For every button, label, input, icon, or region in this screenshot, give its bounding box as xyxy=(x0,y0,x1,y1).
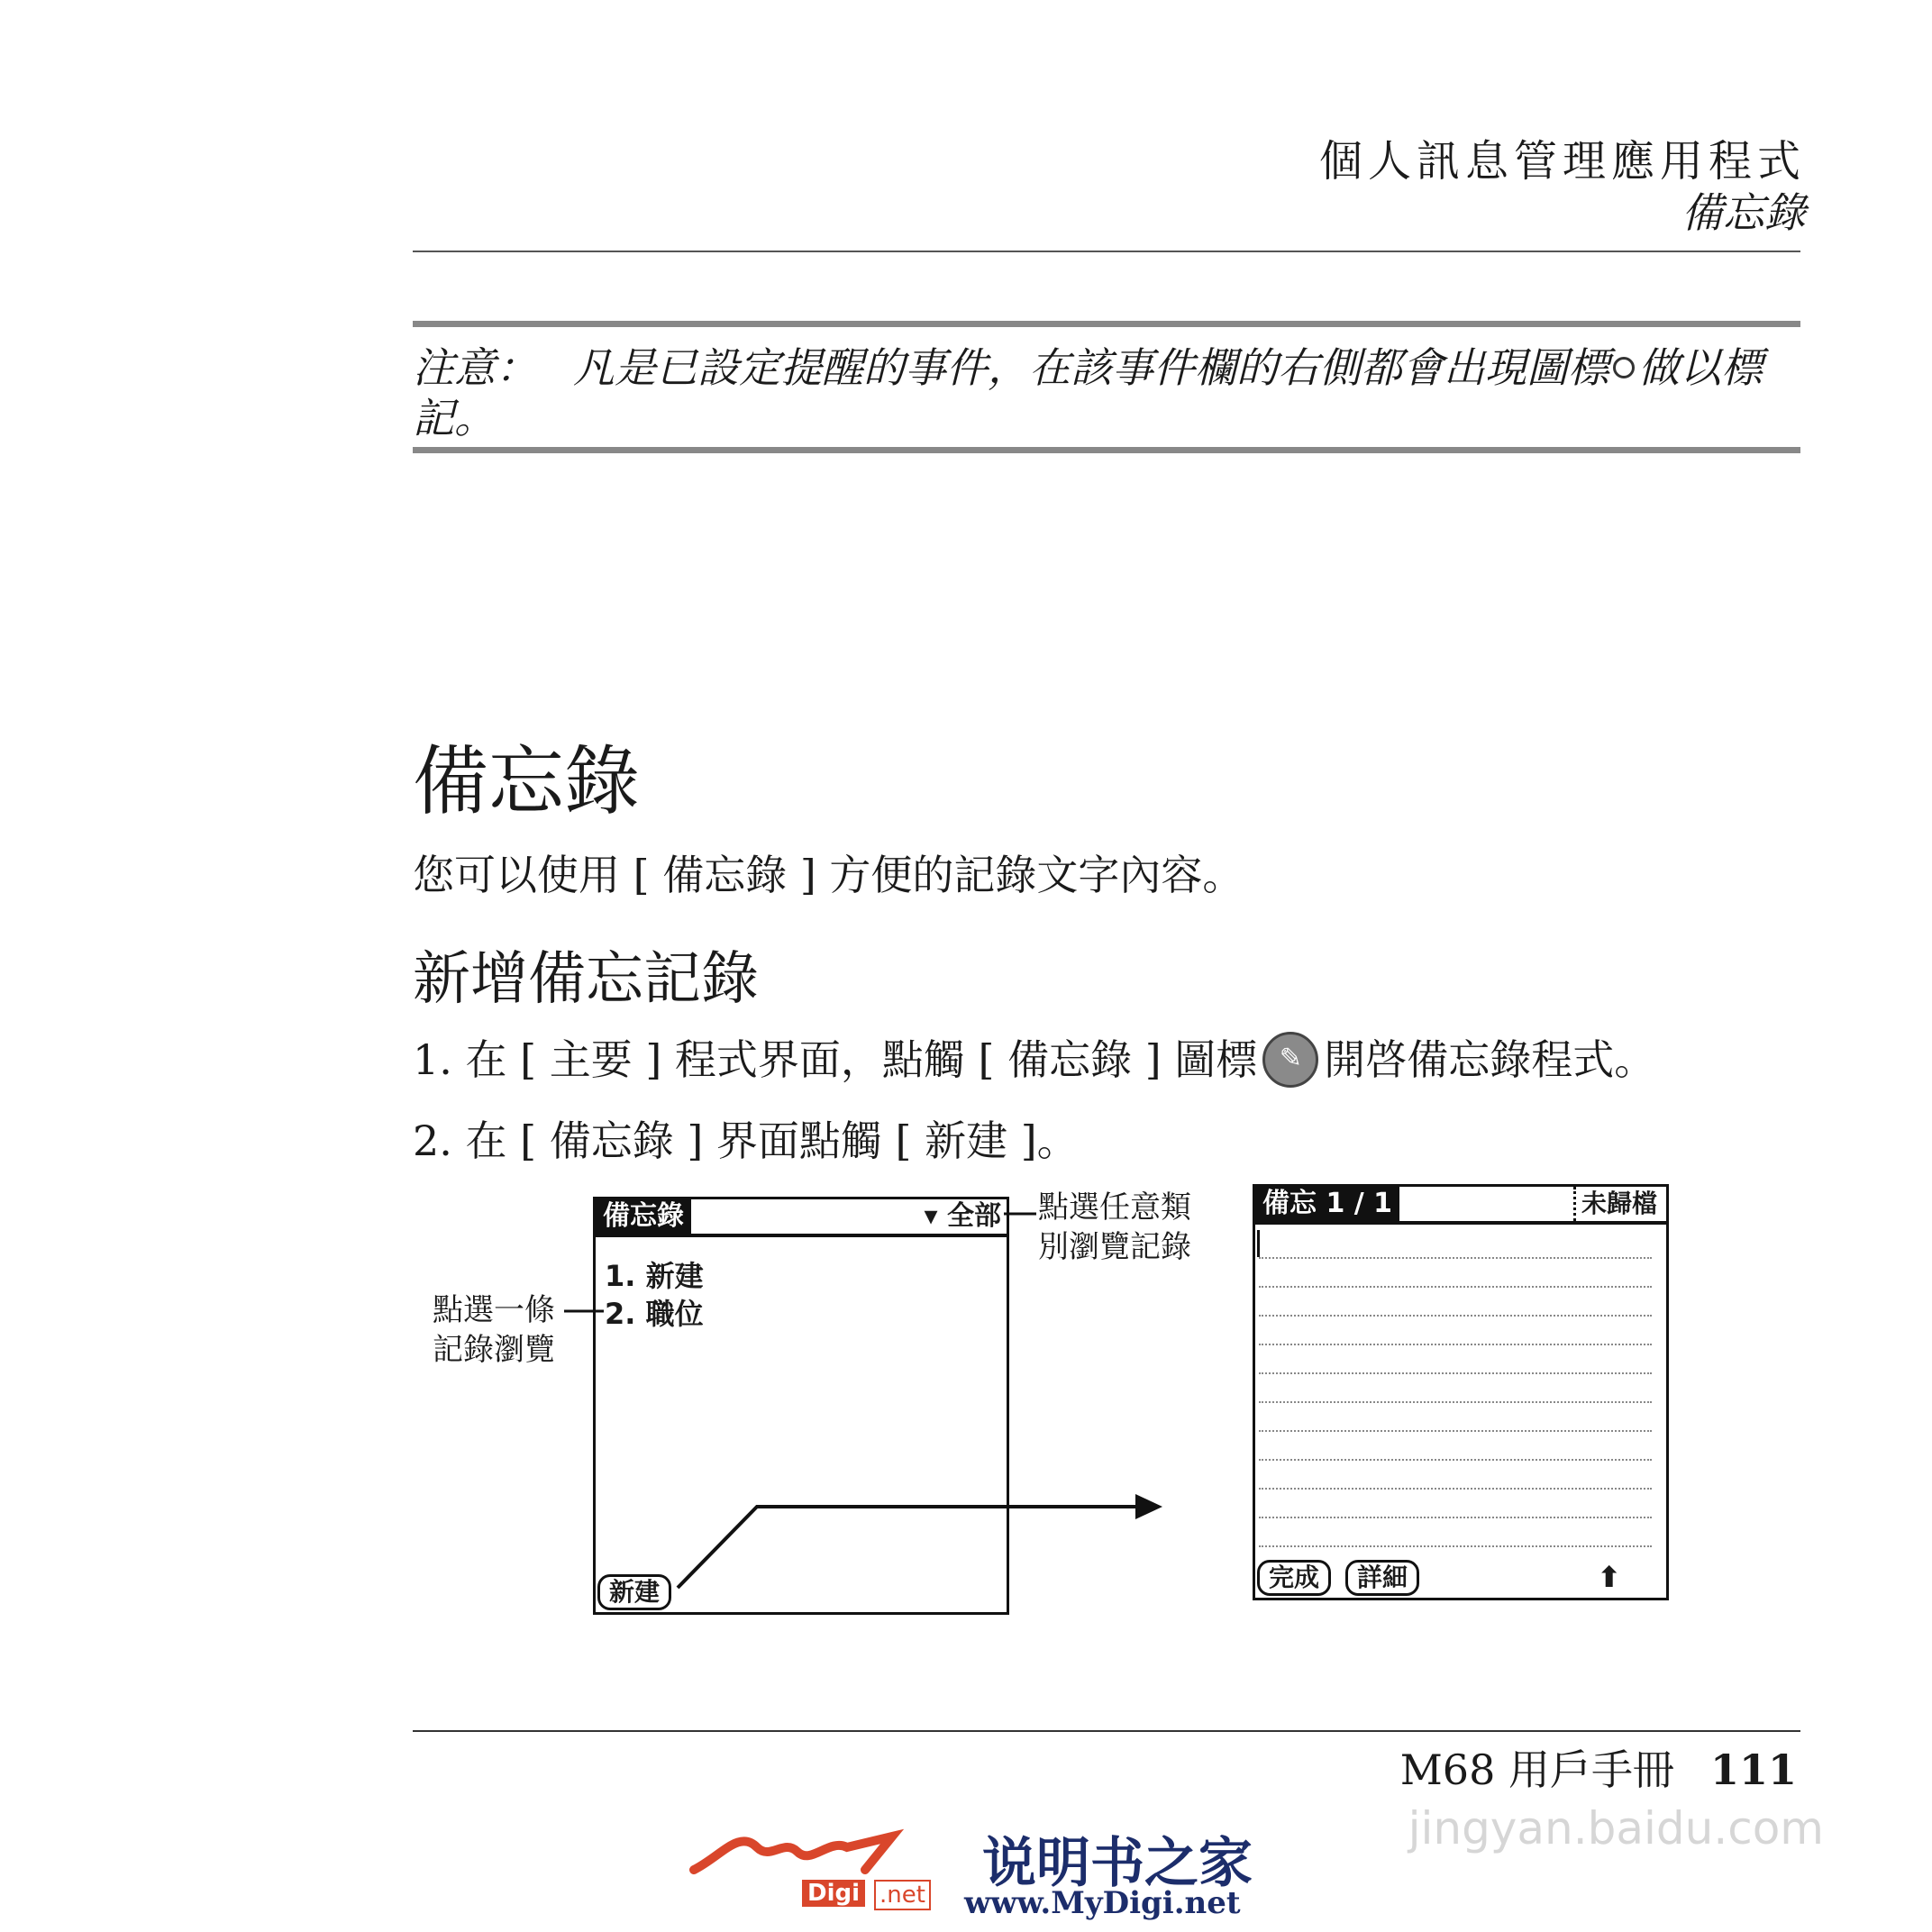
category-callout xyxy=(1038,1188,1191,1267)
flow-arrow-head xyxy=(1135,1494,1162,1519)
manual-name: M68 用戶手冊 xyxy=(1399,1745,1674,1794)
new-memo-button[interactable]: 新建 xyxy=(597,1574,671,1610)
memo-list-title: 備忘錄 xyxy=(596,1199,691,1234)
logo-digi: Digi xyxy=(802,1880,865,1907)
step-1-text-after: 開啓備忘錄程式。 xyxy=(1324,1035,1656,1084)
logo-site-name: 说明书之家 xyxy=(982,1832,1253,1895)
logo-dotnet: .net xyxy=(874,1880,931,1910)
subsection-title: 新增備忘記錄 xyxy=(413,946,759,1013)
section-title: 備忘錄 xyxy=(413,737,641,825)
note-label: 注意： xyxy=(413,343,537,392)
step-2: 2. 在 [ 備忘錄 ] 界面點觸 [ 新建 ]。 xyxy=(413,1116,1079,1165)
memo-edit-title: 備忘 1 / 1 xyxy=(1255,1187,1399,1221)
chapter-title: 個人訊息管理應用程式 xyxy=(1318,136,1806,187)
list-item[interactable]: 1. 新建 xyxy=(605,1259,704,1293)
page-number: 111 xyxy=(1709,1745,1797,1794)
memo-app-icon: ✎ xyxy=(1262,1032,1318,1088)
category-callout-line2: 別瀏覽記錄 xyxy=(1038,1229,1191,1265)
note-text-before: 凡是已設定提醒的事件，在該事件欄的右側都會出現圖標 xyxy=(573,343,1609,392)
site-logo xyxy=(685,1820,1280,1919)
list-item[interactable]: 2. 職位 xyxy=(605,1297,704,1331)
step-1-text-before: 1. 在 [ 主要 ] 程式界面，點觸 [ 備忘錄 ] 圖標 xyxy=(413,1035,1258,1084)
logo-url: www.MyDigi.net xyxy=(964,1885,1241,1921)
footer xyxy=(1400,1737,1797,1797)
record-callout-line1: 點選一條 xyxy=(433,1292,555,1328)
watermark: jingyan.baidu.com xyxy=(1408,1802,1824,1855)
up-arrow-icon[interactable]: ⬆ xyxy=(1597,1560,1621,1594)
flow-arrow-line xyxy=(678,1507,1135,1588)
chapter-subtitle: 備忘錄 xyxy=(1681,188,1806,237)
record-callout-line2: 記錄瀏覽 xyxy=(433,1332,555,1368)
section-intro: 您可以使用 [ 備忘錄 ] 方便的記錄文字內容。 xyxy=(413,851,1244,899)
my-logo-mark xyxy=(685,1820,955,1883)
done-button[interactable]: 完成 xyxy=(1257,1560,1331,1596)
category-picker[interactable]: 未歸檔 xyxy=(1573,1187,1663,1221)
footer-divider xyxy=(413,1730,1800,1732)
record-callout xyxy=(433,1290,555,1370)
note-text-after: 做以標記。 xyxy=(413,343,1763,442)
category-dropdown[interactable]: ▾ 全部 xyxy=(924,1200,1001,1232)
details-button[interactable]: 詳細 xyxy=(1345,1560,1419,1596)
category-callout-line1: 點選任意類 xyxy=(1038,1189,1191,1226)
